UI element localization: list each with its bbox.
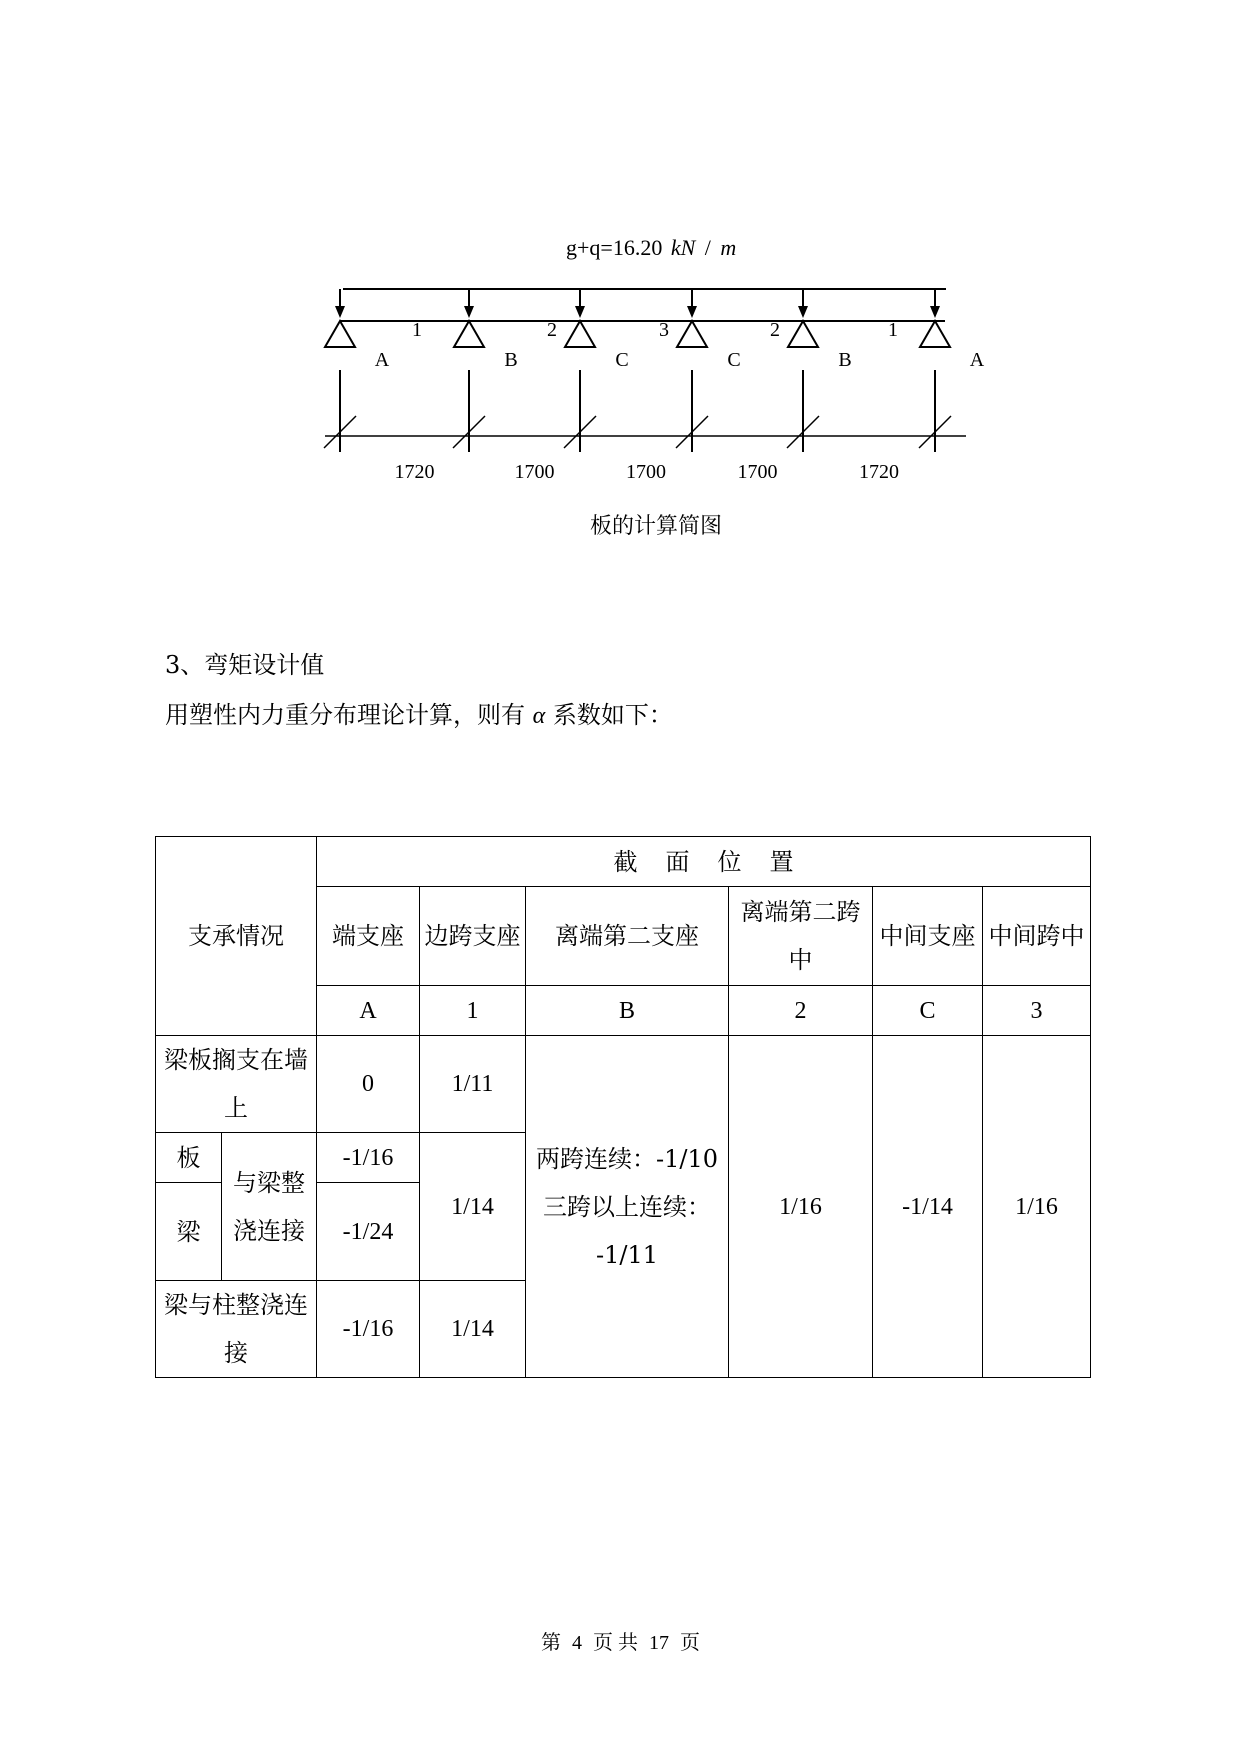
cell-merged-3: 1/16 bbox=[983, 1036, 1091, 1378]
footer-prefix: 第 bbox=[541, 1632, 561, 1654]
support-triangle bbox=[677, 321, 707, 347]
col-header-second-support: 离端第二支座 bbox=[526, 887, 729, 986]
beam-diagram bbox=[0, 0, 1241, 540]
col-code-a: A bbox=[317, 986, 420, 1036]
col-code-c: C bbox=[873, 986, 983, 1036]
cell-integral-1: 1/14 bbox=[420, 1133, 526, 1281]
load-arrow-head bbox=[335, 306, 345, 318]
row-label-integral: 与梁整浇连接 bbox=[222, 1133, 317, 1281]
support-label: A bbox=[374, 349, 390, 371]
cell-wall-1: 1/11 bbox=[420, 1036, 526, 1133]
col-header-middle-support: 中间支座 bbox=[873, 887, 983, 986]
load-unit-kn: kN bbox=[670, 235, 696, 260]
cell-merged-c: -1/14 bbox=[873, 1036, 983, 1378]
col-header-second-span-mid: 离端第二跨中 bbox=[729, 887, 873, 986]
support-triangle bbox=[565, 321, 595, 347]
footer-total-pages: 17 bbox=[649, 1632, 669, 1654]
section-mark: 2 bbox=[547, 319, 557, 341]
support-label: A bbox=[969, 349, 985, 371]
support-triangle bbox=[920, 321, 950, 347]
merged-b-line-3: -1/11 bbox=[595, 1240, 658, 1269]
alpha-coefficient-table bbox=[155, 836, 1091, 1378]
support-triangle bbox=[454, 321, 484, 347]
merged-b-line-2: 三跨以上连续： bbox=[543, 1192, 711, 1221]
cell-wall-a: 0 bbox=[317, 1036, 420, 1133]
load-unit-sep: / bbox=[704, 235, 711, 260]
col-header-middle-span-mid: 中间跨中 bbox=[983, 887, 1091, 986]
load-unit-m: m bbox=[720, 235, 737, 260]
cell-merged-b bbox=[526, 1036, 729, 1378]
section-mark: 2 bbox=[770, 319, 780, 341]
col-code-3: 3 bbox=[983, 986, 1091, 1036]
row-label-column: 梁与柱整浇连接 bbox=[156, 1281, 317, 1378]
cell-column-a: -1/16 bbox=[317, 1281, 420, 1378]
diagram-caption: 板的计算简图 bbox=[589, 513, 723, 538]
cell-beam-a: -1/24 bbox=[317, 1183, 420, 1281]
load-arrow-head bbox=[798, 306, 808, 318]
col-code-1: 1 bbox=[420, 986, 526, 1036]
alpha-symbol: α bbox=[532, 703, 546, 729]
cell-merged-2: 1/16 bbox=[729, 1036, 873, 1378]
span-length: 1720 bbox=[394, 461, 435, 483]
support-label: C bbox=[727, 349, 741, 371]
page-footer bbox=[0, 1626, 1241, 1655]
section-mark: 1 bbox=[412, 319, 422, 341]
span-length: 1720 bbox=[859, 461, 899, 483]
cell-column-1: 1/14 bbox=[420, 1281, 526, 1378]
span-length: 1700 bbox=[737, 461, 778, 483]
span-length: 1700 bbox=[514, 461, 555, 483]
footer-mid: 页 共 bbox=[593, 1632, 638, 1654]
col-code-b: B bbox=[526, 986, 729, 1036]
load-arrow-head bbox=[930, 306, 940, 318]
col-header-edge-span-support: 边跨支座 bbox=[420, 887, 526, 986]
section-heading: 3、弯矩设计值 bbox=[165, 651, 325, 679]
support-label: B bbox=[838, 349, 852, 371]
header-section-position: 截面位置 bbox=[317, 837, 1091, 887]
load-arrow-head bbox=[464, 306, 474, 318]
header-support-condition: 支承情况 bbox=[156, 837, 317, 1036]
load-arrow-head bbox=[575, 306, 585, 318]
section-intro bbox=[165, 700, 673, 731]
footer-page-number: 4 bbox=[572, 1632, 582, 1654]
support-label: C bbox=[615, 349, 629, 371]
intro-text-before: 用塑性内力重分布理论计算，则有 bbox=[165, 701, 525, 729]
merged-b-line-1: 两跨连续：-1/10 bbox=[535, 1144, 718, 1173]
col-header-end-support: 端支座 bbox=[317, 887, 420, 986]
support-triangle bbox=[788, 321, 818, 347]
load-value: g+q=16.20 bbox=[566, 235, 663, 260]
row-label-wall: 梁板搁支在墙上 bbox=[156, 1036, 317, 1133]
col-code-2: 2 bbox=[729, 986, 873, 1036]
section-mark: 3 bbox=[659, 319, 669, 341]
span-length: 1700 bbox=[626, 461, 666, 483]
load-label bbox=[566, 235, 736, 260]
load-arrow-head bbox=[687, 306, 697, 318]
footer-suffix: 页 bbox=[680, 1632, 700, 1654]
section-mark: 1 bbox=[888, 319, 898, 341]
cell-slab-a: -1/16 bbox=[317, 1133, 420, 1183]
row-label-slab: 板 bbox=[156, 1133, 222, 1183]
support-label: B bbox=[504, 349, 518, 371]
row-label-beam: 梁 bbox=[156, 1183, 222, 1281]
support-triangle bbox=[325, 321, 355, 347]
intro-text-after: 系数如下： bbox=[552, 701, 673, 729]
